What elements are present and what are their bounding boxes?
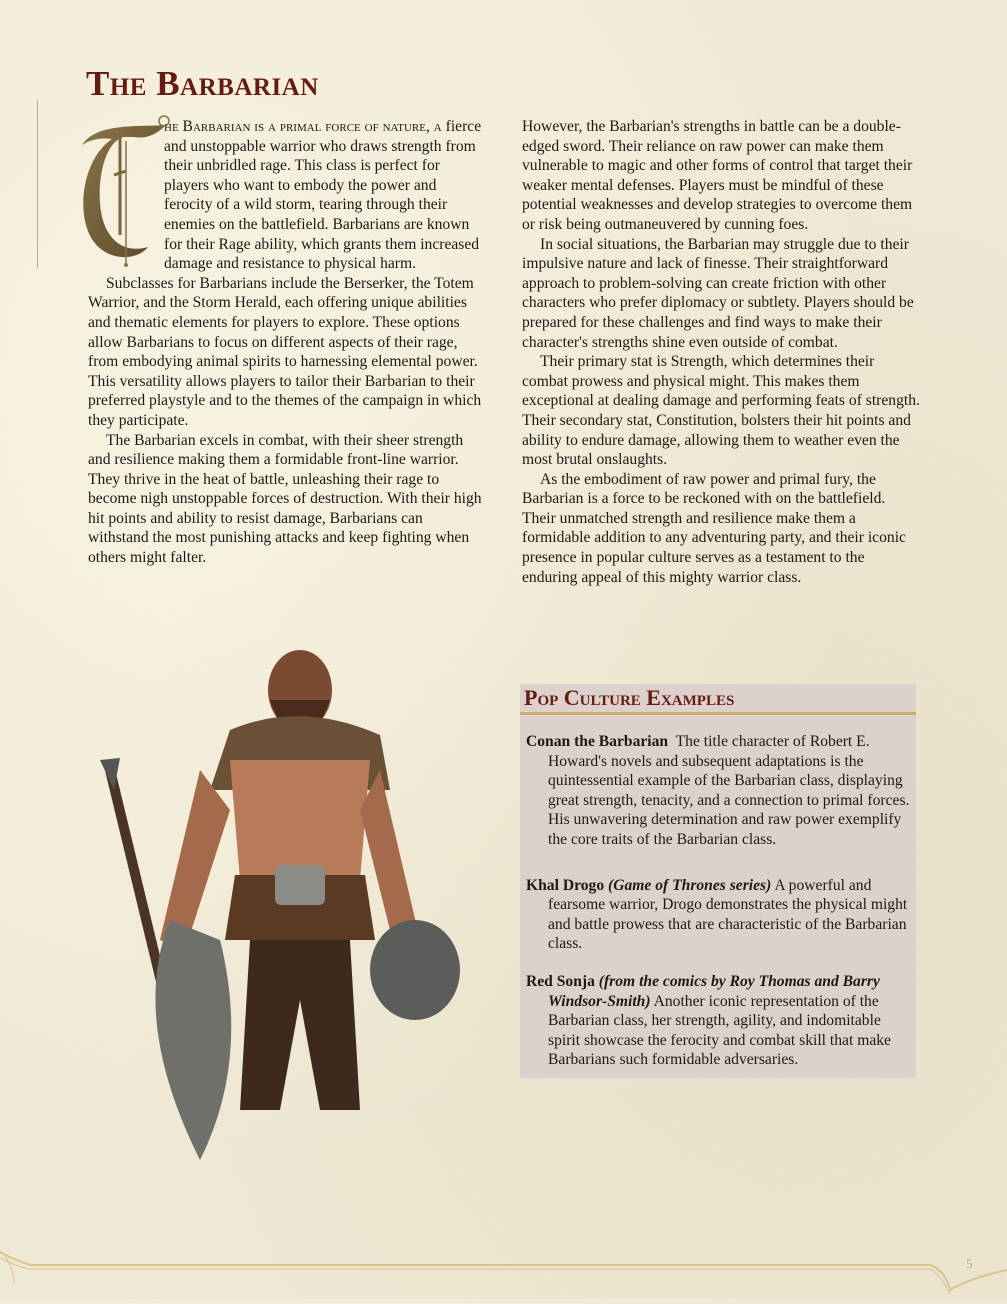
left-column (88, 117, 486, 568)
pop-culture-sidebar (520, 684, 916, 1078)
barbarian-illustration (90, 640, 480, 1170)
body-paragraph: In social situations, the Barbarian may struggle due to their impulsive nature and lack of finesse. Their straightforward approach to problem-solving can create friction with other characters who prefer diplomacy or subtlety. Players should be prepared for these challenges and find ways to make their character's strengths shine even outside of combat. (522, 235, 914, 351)
entry-name: Khal Drogo (526, 876, 605, 894)
body-paragraph: Their primary stat is Strength, which determines their combat prowess and physical might. This makes them exceptional at dealing damage and performing feats of strength. Their secondary stat, Constitution, bolsters their hit points and ability to endure damage, allowing them to weather even the most brutal onslaughts. (522, 353, 920, 469)
entry-source: (from the comics by Roy Thomas and Barry Windsor-Smith) (548, 972, 880, 1010)
page-title: The Barbarian (86, 64, 319, 103)
margin-rule (37, 100, 38, 268)
intro-text: fierce and unstoppable warrior who draws strength from their unbridled rage. This class is perfect for players who want to embody the power and ferocity of a wild storm, tearing through their enemies on the battlefield. Barbarians are known for their Rage ability, which grants them increased damage and resistance to physical harm. (164, 118, 482, 273)
body-paragraph: The Barbarian excels in combat, with their sheer strength and resilience making them a formidable front-line warrior. They thrive in the heat of battle, unleashing their rage to become nigh unstoppable forces of destruction. With their high hit points and ability to resist damage, Barbarians can withstand the most punishing attacks and keep fighting when others might falter. (88, 431, 482, 567)
entry-text: Another iconic representation of the Barbarian class, her strength, agility, and indomitable spirit showcase the ferocity and combat skill that make Barbarians such formidable adversaries. (548, 992, 891, 1069)
entry-text: The title character of Robert E. Howard's novels and subsequent adaptations is the quintessential example of the Barbarian class, displaying great strength, tenacity, and a connection to primal forces. His unwavering determination and raw power exemplify the core traits of the Barbarian class. (548, 733, 910, 848)
body-paragraph: However, the Barbarian's strengths in battle can be a double-edged sword. Their reliance on raw power can make them vulnerable to magic and other forms of control that target their weaker mental defenses. Players must be mindful of these potential weaknesses and develop strategies to overcome them or risk being outmaneuvered by cunning foes. (522, 118, 913, 233)
sidebar-entry (524, 876, 916, 954)
body-paragraph: Subclasses for Barbarians include the Berserker, the Totem Warrior, and the Storm Herald, each offering unique abilities and thematic elements for players to explore. These options allow Barbarians to focus on different aspects of their rage, from embodying animal spirits to harnessing elemental power. This versatility allows players to tailor their Barbarian to their preferred playstyle and to the themes of the campaign in which they participate. (88, 274, 482, 429)
entry-name: Conan the Barbarian (526, 733, 669, 750)
entry-name: Red Sonja (526, 972, 595, 990)
page-footer-ornament (0, 1250, 1007, 1299)
right-column (522, 117, 920, 587)
page-number: 5 (966, 1256, 973, 1271)
sidebar-entry (524, 972, 916, 1070)
sidebar-heading: Pop Culture Examples (520, 684, 916, 715)
body-paragraph: As the embodiment of raw power and primal fury, the Barbarian is a force to be reckoned with on the battlefield. Their unmatched strength and resilience make them a formidable addition to any adventuring party, and their iconic presence in popular culture serves as a testament to the enduring appeal of this mighty warrior class. (522, 470, 906, 586)
sidebar-entry (524, 732, 916, 850)
drop-cap-illustration (76, 115, 160, 267)
lead-in: he Barbarian is a primal force of nature, a (164, 118, 442, 135)
entry-source: (Game of Thrones series) (608, 876, 772, 894)
entry-text: A powerful and fearsome warrior, Drogo demonstrates the physical might and battle prowess that are characteristic of the Barbarian class. (548, 876, 908, 953)
